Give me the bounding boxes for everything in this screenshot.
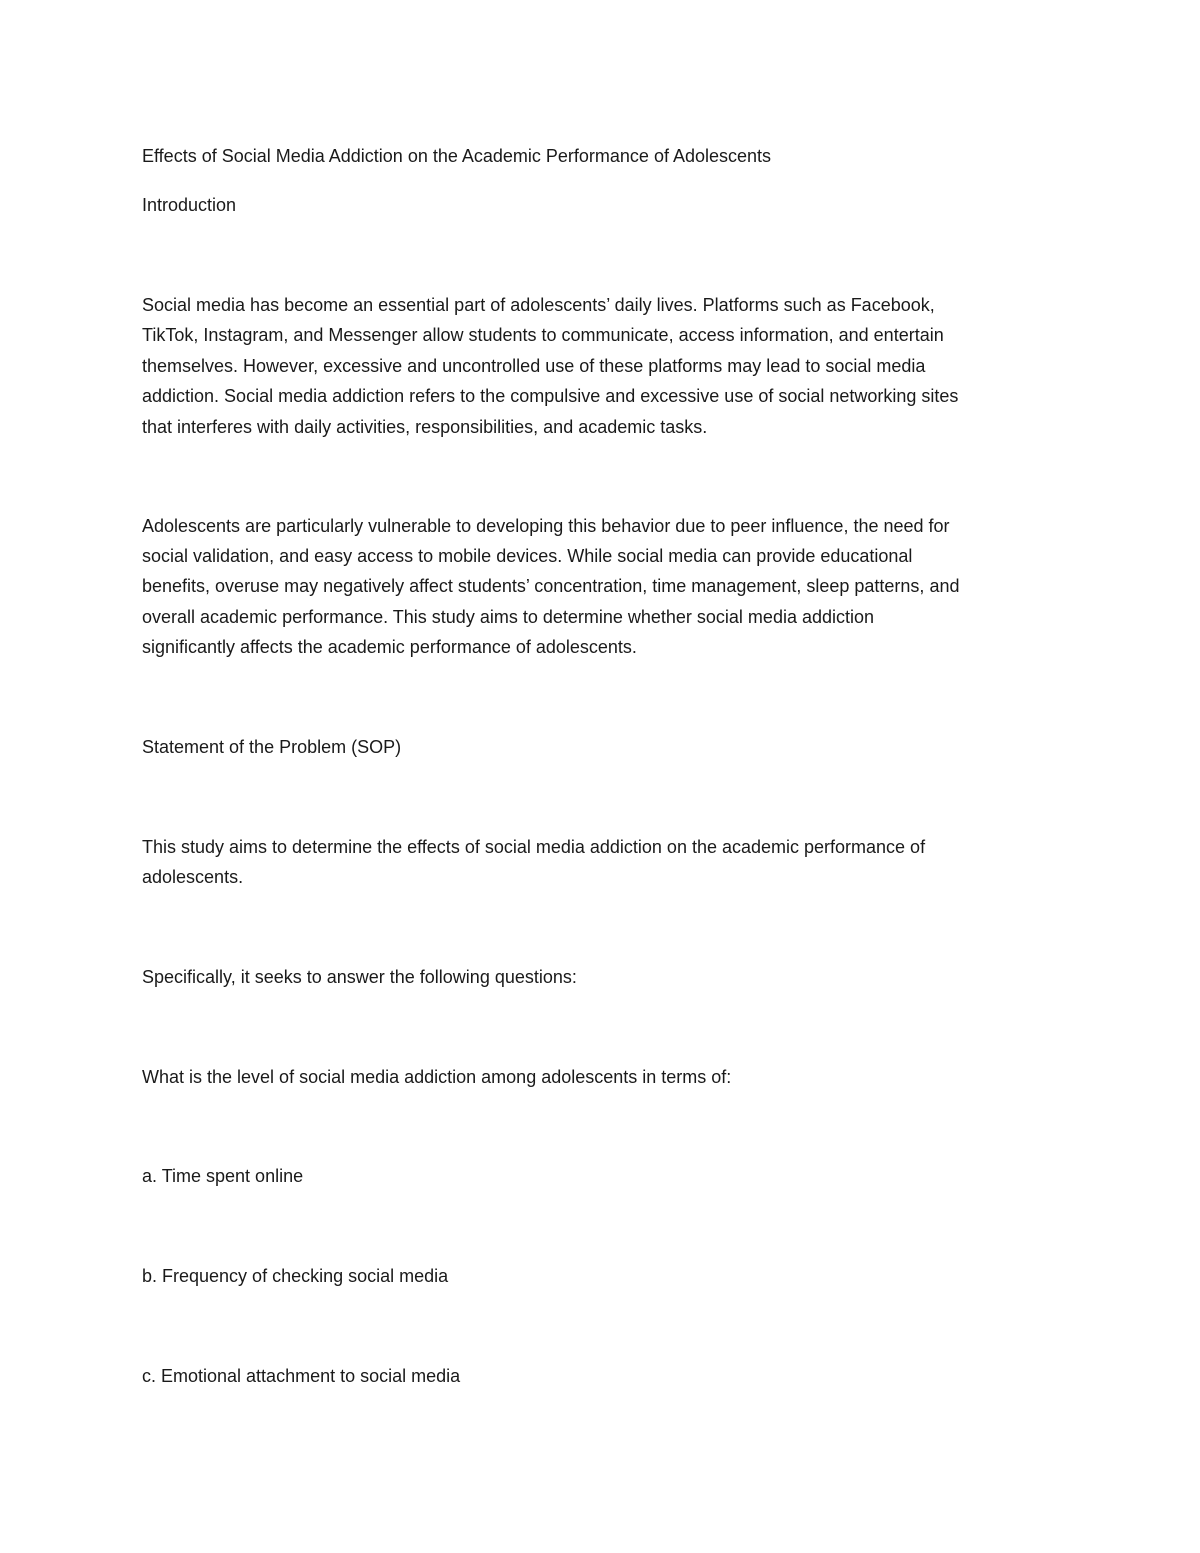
paragraph-line: themselves. However, excessive and uncontrolled use of these platforms may lead to social media — [142, 356, 926, 376]
paragraph-line: This study aims to determine the effects of social media addiction on the academic performance of — [142, 837, 926, 857]
paragraph-line: that interferes with daily activities, responsibilities, and academic tasks. — [142, 417, 708, 437]
list-item-c: c. Emotional attachment to social media — [142, 1366, 461, 1386]
list-item-b: b. Frequency of checking social media — [142, 1266, 449, 1286]
question-1: What is the level of social media addiction among adolescents in terms of: — [142, 1067, 732, 1087]
paragraph-line: Social media has become an essential part of adolescents’ daily lives. Platforms such as Facebook, — [142, 295, 935, 315]
document-title: Effects of Social Media Addiction on the Academic Performance of Adolescents — [142, 146, 772, 166]
paragraph-line: addiction. Social media addiction refers to the compulsive and excessive use of social networking sites — [142, 386, 959, 406]
introduction-heading: Introduction — [142, 195, 237, 215]
paragraph-line: TikTok, Instagram, and Messenger allow students to communicate, access information, and entertain — [142, 325, 944, 345]
sop-heading: Statement of the Problem (SOP) — [142, 737, 402, 757]
questions-intro: Specifically, it seeks to answer the following questions: — [142, 967, 577, 987]
paragraph-line: adolescents. — [142, 867, 244, 887]
list-item-a: a. Time spent online — [142, 1166, 304, 1186]
paragraph-line: overall academic performance. This study aims to determine whether social media addiction — [142, 607, 875, 627]
paragraph-line: social validation, and easy access to mobile devices. While social media can provide educational — [142, 546, 913, 566]
paragraph-line: Adolescents are particularly vulnerable to developing this behavior due to peer influence, the need for — [142, 516, 950, 536]
paragraph-line: significantly affects the academic performance of adolescents. — [142, 637, 637, 657]
paragraph-line: benefits, overuse may negatively affect students’ concentration, time management, sleep patterns, and — [142, 576, 960, 596]
